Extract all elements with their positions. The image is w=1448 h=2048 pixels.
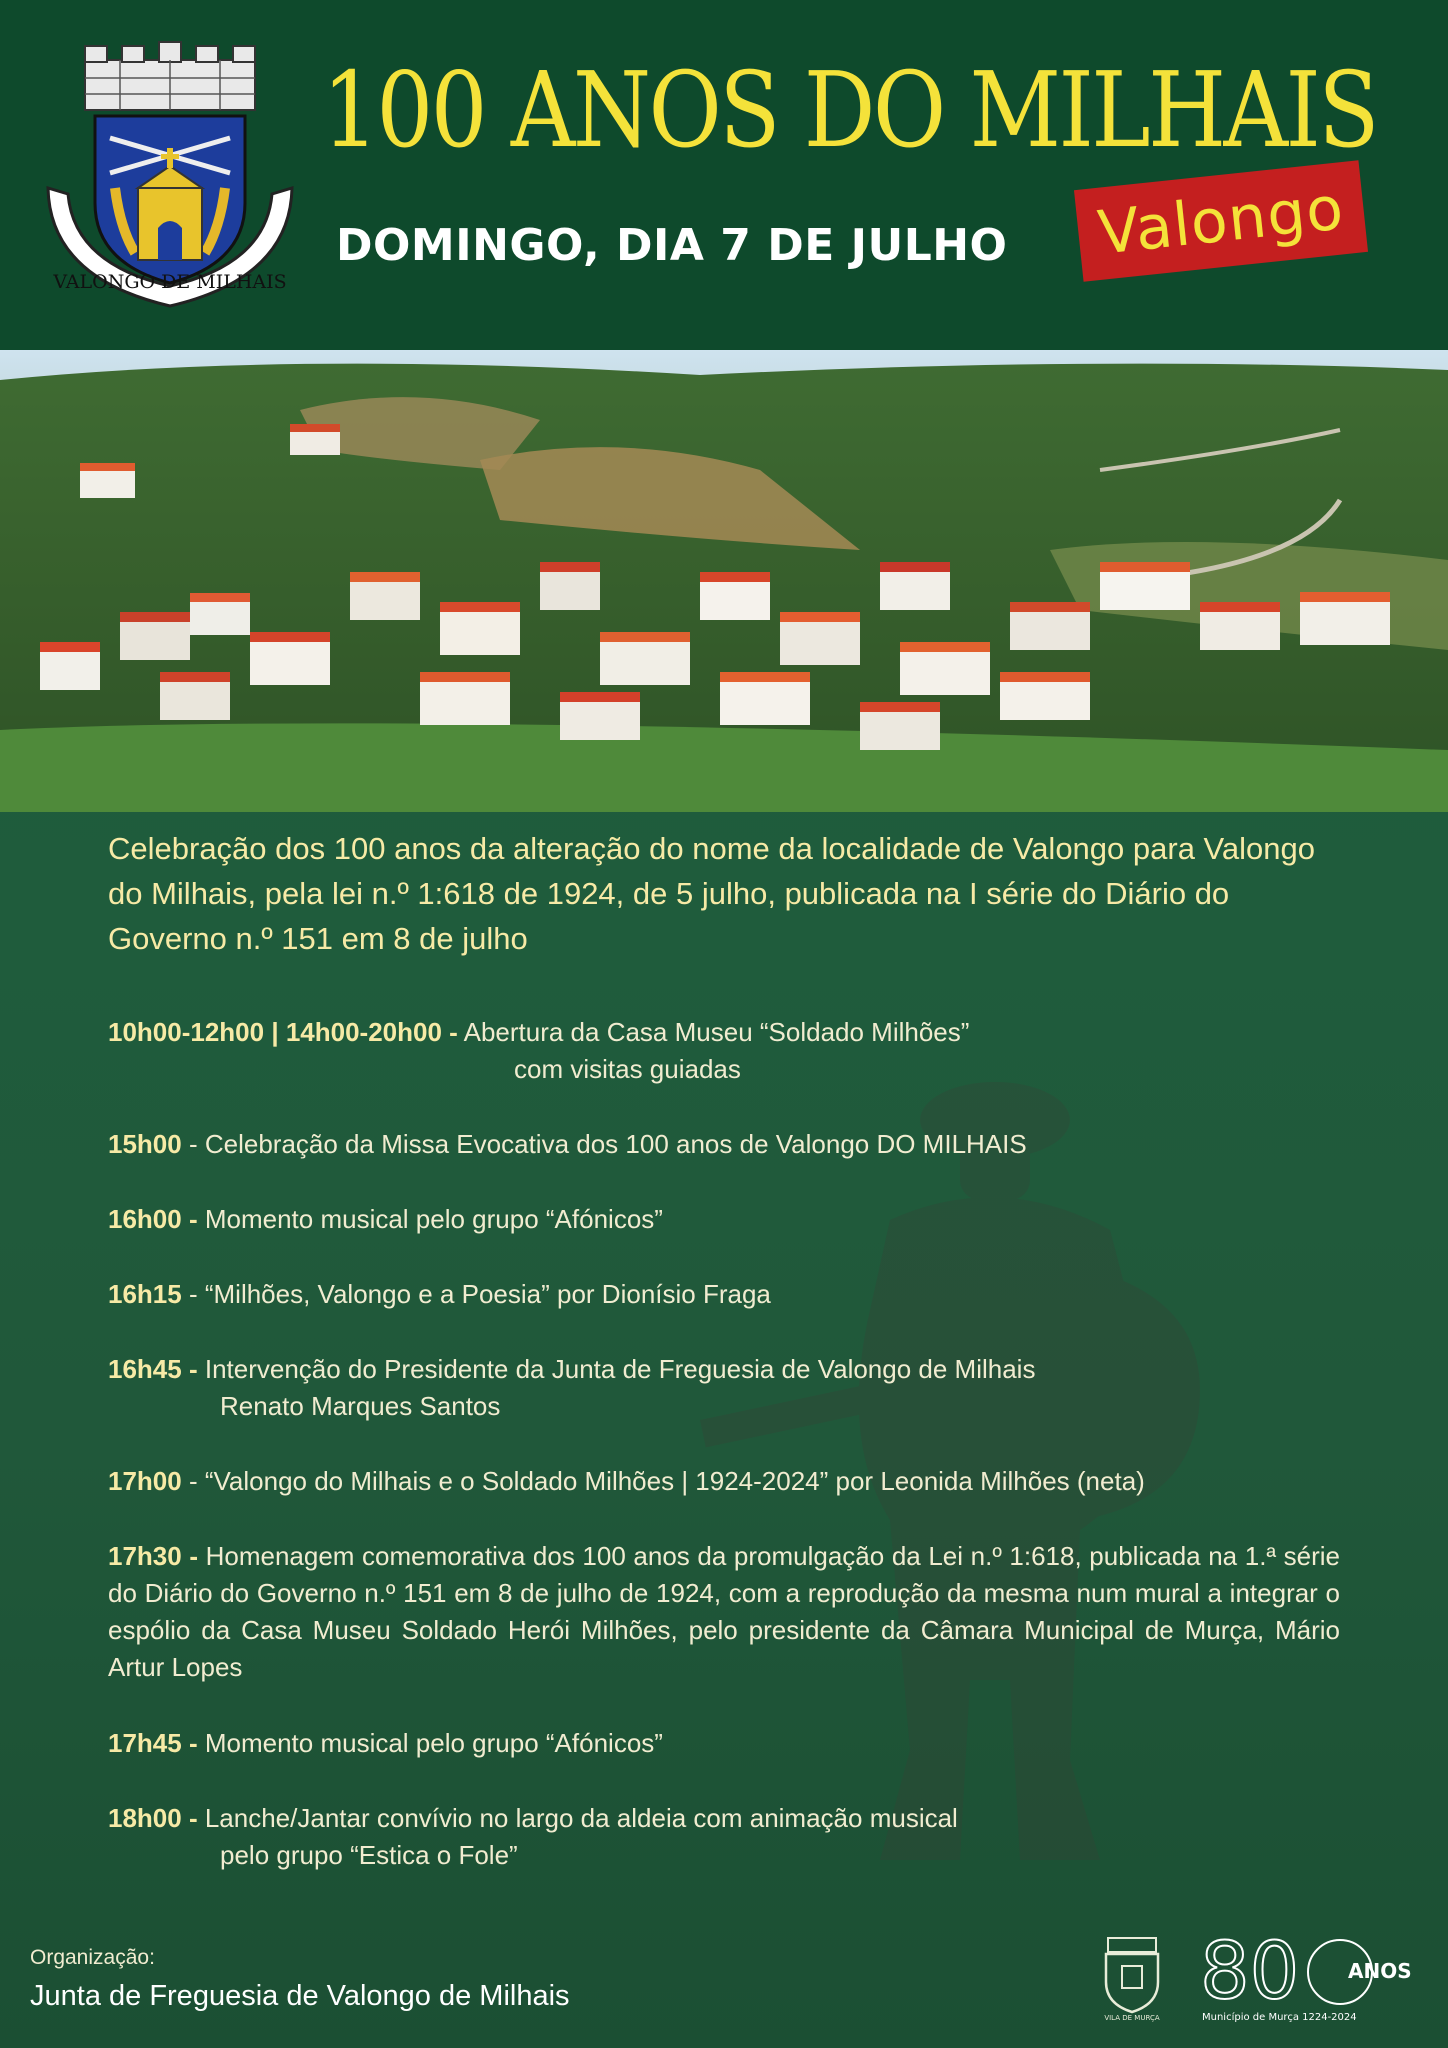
murca-800-years-logo — [1200, 1926, 1420, 2026]
schedule-item — [108, 1126, 1340, 1163]
anniv-word: ANOS — [1348, 1959, 1412, 1983]
schedule-text-cont: com visitas guiadas — [514, 1054, 741, 1084]
village-aerial-photo — [0, 350, 1448, 812]
valongo-crest-logo — [40, 38, 300, 313]
intro-text: Celebração dos 100 anos da alteração do nome da localidade de Valongo para Valongo do Milhais, pela lei n.º 1:618 de 1924, de 5 julho, publicada na I série do Diário do Governo n.º 151 em 8 de julho — [108, 831, 1316, 956]
schedule-item — [108, 1201, 1340, 1238]
event-date: DOMINGO, DIA 7 DE JULHO — [336, 220, 1008, 271]
anniv-number: 80 — [1200, 1927, 1300, 2017]
schedule-time: 10h00-12h00 | 14h00-20h00 - — [108, 1017, 458, 1047]
schedule-text: Lanche/Jantar convívio no largo da aldeia com animação musical — [204, 1803, 958, 1833]
murca-crest-text: VILA DE MURÇA — [1104, 2014, 1160, 2022]
schedule-text: Abertura da Casa Museu “Soldado Milhões” — [463, 1017, 970, 1047]
schedule-text: Momento musical pelo grupo “Afónicos” — [204, 1728, 663, 1758]
murca-crest-logo — [1090, 1932, 1174, 2022]
schedule-text: Momento musical pelo grupo “Afónicos” — [204, 1204, 663, 1234]
schedule-text-cont: pelo grupo “Estica o Fole” — [220, 1840, 518, 1870]
organization-name: Junta de Freguesia de Valongo de Milhais — [30, 1980, 570, 2012]
poster-title: 100 ANOS DO MILHAIS — [322, 49, 1377, 171]
valongo-tag-label: Valongo — [1094, 173, 1348, 269]
schedule-text-cont: Renato Marques Santos — [220, 1391, 501, 1421]
schedule-item — [108, 1014, 1340, 1088]
organization-label: Organização: — [30, 1946, 155, 1969]
schedule-text: Intervenção do Presidente da Junta de Freguesia de Valongo de Milhais — [204, 1354, 1036, 1384]
schedule-text: - “Milhões, Valongo e a Poesia” por Dionísio Fraga — [188, 1279, 771, 1309]
schedule-item — [108, 1276, 1340, 1313]
crest-ribbon-text: VALONGO DE MILHAIS — [53, 271, 287, 293]
schedule-text: - “Valongo do Milhais e o Soldado Milhões | 1924-2024” por Leonida Milhões (neta) — [188, 1466, 1145, 1496]
valongo-tag — [1074, 160, 1368, 281]
schedule-item — [108, 1463, 1340, 1500]
schedule-time: 16h45 - — [108, 1354, 198, 1384]
schedule-time: 18h00 - — [108, 1803, 198, 1833]
schedule-item — [108, 1800, 1340, 1874]
schedule-item — [108, 1538, 1340, 1686]
schedule-time: 17h00 — [108, 1466, 182, 1496]
schedule-text: - Celebração da Missa Evocativa dos 100 anos de Valongo DO MILHAIS — [188, 1129, 1027, 1159]
schedule-time: 17h30 - — [108, 1541, 198, 1571]
schedule-item — [108, 1351, 1340, 1425]
schedule-time: 16h15 — [108, 1279, 182, 1309]
schedule-time: 17h45 - — [108, 1728, 198, 1758]
anniv-subtitle: Município de Murça 1224-2024 — [1202, 2012, 1357, 2023]
schedule-time: 15h00 — [108, 1129, 182, 1159]
poster-header — [0, 0, 1448, 350]
schedule-text: Homenagem comemorativa dos 100 anos da promulgação da Lei n.º 1:618, publicada na 1.ª série do Diário do Governo n.º 151 em 8 de julho de 1924, com a reprodução da mesma num mural a integrar o espólio da Casa Museu Soldado Herói Milhões, pelo presidente da Câmara Municipal de Murça, Mário Artur Lopes — [108, 1541, 1340, 1682]
schedule-time: 16h00 - — [108, 1204, 198, 1234]
schedule-item — [108, 1725, 1340, 1762]
